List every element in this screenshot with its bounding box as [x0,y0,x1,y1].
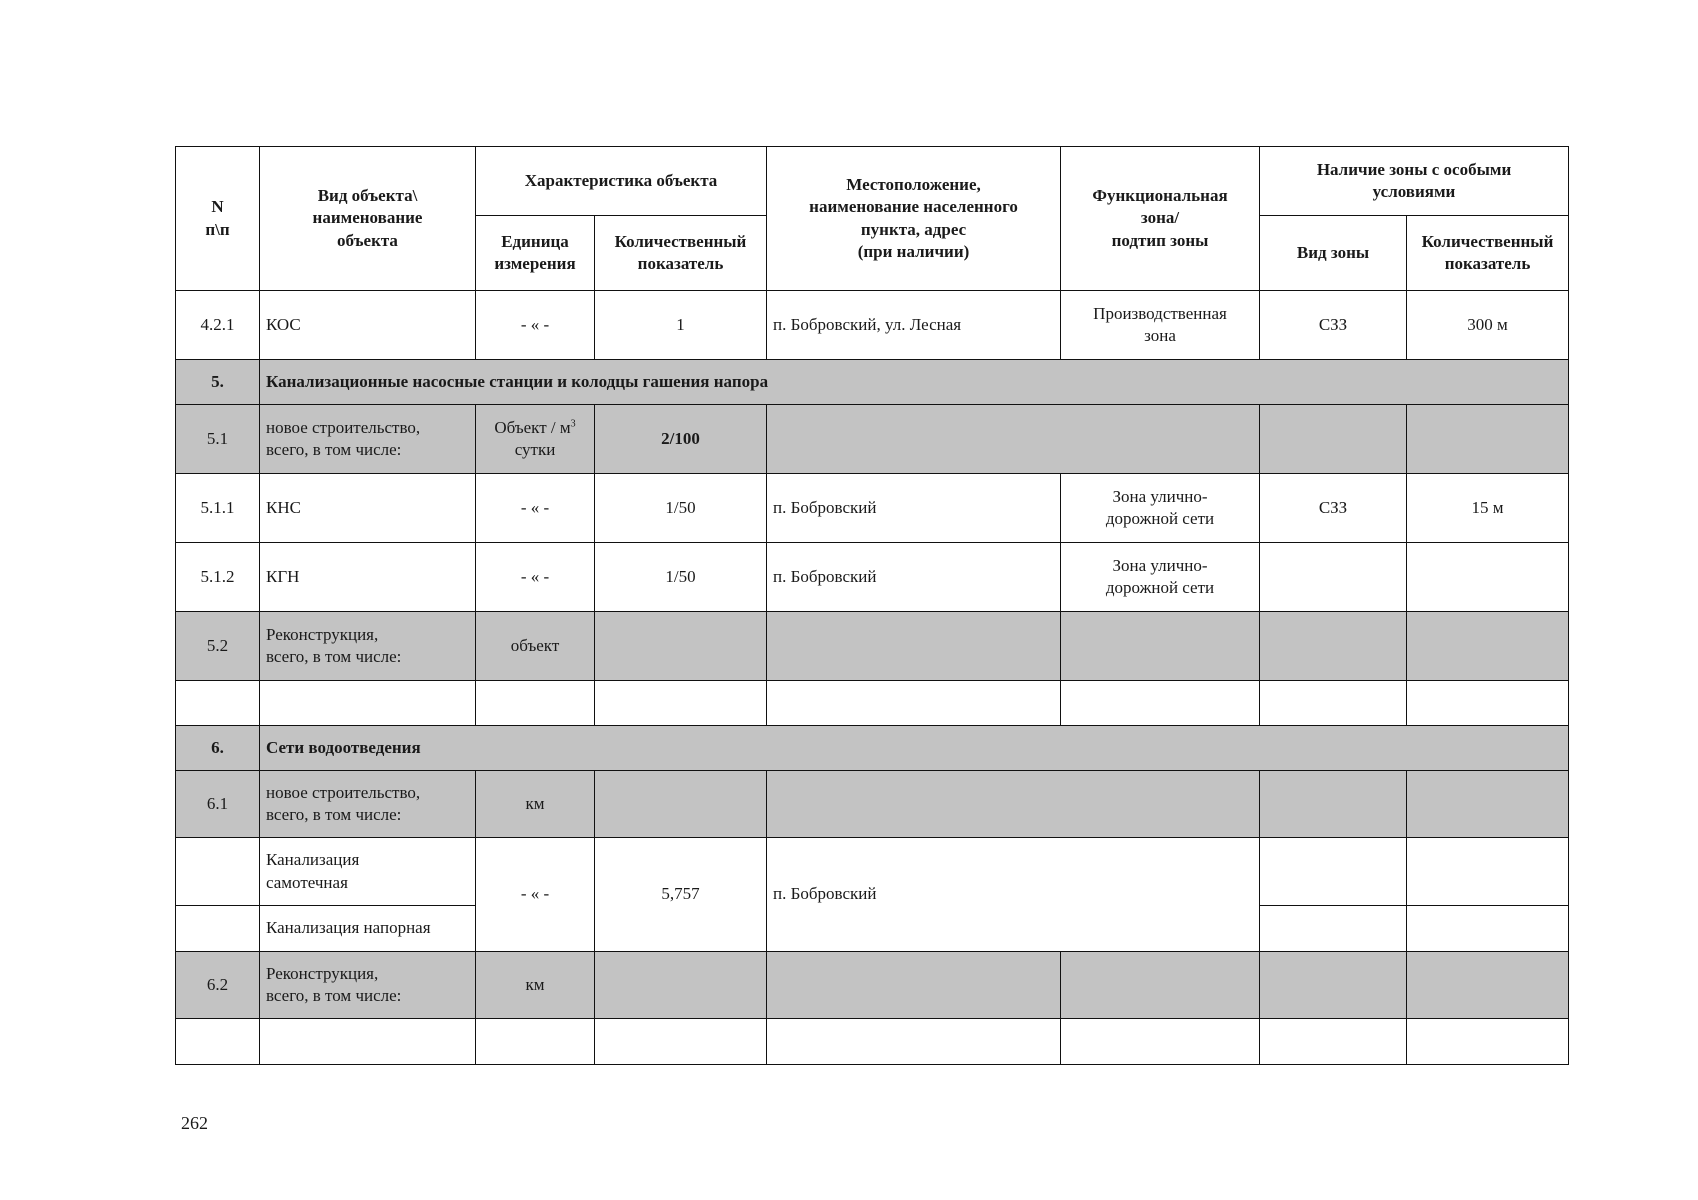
page-number: 262 [181,1113,208,1133]
row-location [767,952,1061,1019]
row-zone-qty: 300 м [1407,291,1569,360]
table-row [176,952,1569,1019]
row-unit: - « - [476,291,595,360]
row-unit: - « - [476,543,595,612]
row-unit: км [476,952,595,1019]
row-name: новое строительство, всего, в том числе: [260,771,476,838]
row-zone-qty [1407,838,1569,906]
header-quantity: Количественный показатель [595,216,767,291]
row-zone-qty [1407,405,1569,474]
section-title: Сети водоотведения [260,726,1569,771]
row-num: 4.2.1 [176,291,260,360]
table-row [176,771,1569,838]
row-location: п. Бобровский [767,543,1061,612]
row-name: Канализация самотечная [260,838,476,906]
facilities-table [175,146,1569,1065]
row-qty: 1/50 [595,474,767,543]
row-name: Канализация напорная [260,906,476,952]
row-zone-qty: 15 м [1407,474,1569,543]
row-qty [595,771,767,838]
row-num: 6.2 [176,952,260,1019]
row-zone-type [1260,612,1407,681]
row-unit: - « - [476,838,595,952]
row-zone: Производственная зона [1061,291,1260,360]
section-row [176,726,1569,771]
row-qty [595,952,767,1019]
row-zone-qty [1407,906,1569,952]
row-location: п. Бобровский [767,474,1061,543]
header-zone-type: Вид зоны [1260,216,1407,291]
header-num: N п\п [176,147,260,291]
table-row [176,612,1569,681]
row-num: 5.1 [176,405,260,474]
row-zone: Зона улично- дорожной сети [1061,543,1260,612]
row-num: 5.1.1 [176,474,260,543]
row-num [176,906,260,952]
table-row [176,838,1569,906]
header-functional-zone: Функциональная зона/ подтип зоны [1061,147,1260,291]
row-zone-qty [1407,771,1569,838]
row-name: КГН [260,543,476,612]
row-qty: 1/50 [595,543,767,612]
empty-row [176,681,1569,726]
table-row [176,291,1569,360]
row-zone-qty [1407,543,1569,612]
section-num: 6. [176,726,260,771]
row-num: 5.1.2 [176,543,260,612]
row-num [176,838,260,906]
row-zone-type [1260,838,1407,906]
row-unit: - « - [476,474,595,543]
row-name: новое строительство, всего, в том числе: [260,405,476,474]
row-name: КОС [260,291,476,360]
row-unit: Объект / $м^3$ сутки [476,405,595,474]
row-zone-qty [1407,952,1569,1019]
header-zone-quantity: Количественный показатель [1407,216,1569,291]
row-zone-type [1260,405,1407,474]
row-zone-type [1260,906,1407,952]
section-title: Канализационные насосные станции и колодцы гашения напора [260,360,1569,405]
row-location [767,405,1260,474]
header-characteristics: Характеристика объекта [476,147,767,216]
row-zone: Зона улично- дорожной сети [1061,474,1260,543]
row-qty: 5,757 [595,838,767,952]
row-location [767,771,1260,838]
row-zone-qty [1407,612,1569,681]
row-zone-type [1260,543,1407,612]
row-num: 6.1 [176,771,260,838]
row-name: Реконструкция, всего, в том числе: [260,952,476,1019]
row-qty [595,612,767,681]
table-row [176,543,1569,612]
section-num: 5. [176,360,260,405]
table-row [176,405,1569,474]
row-qty: 2/100 [595,405,767,474]
empty-row [176,1019,1569,1065]
row-unit: объект [476,612,595,681]
row-name: Реконструкция, всего, в том числе: [260,612,476,681]
header-unit: Единица измерения [476,216,595,291]
table-row [176,474,1569,543]
row-zone [1061,612,1260,681]
header-special-zone: Наличие зоны с особыми условиями [1260,147,1569,216]
header-location: Местоположение, наименование населенного пункта, адрес (при наличии) [767,147,1061,291]
row-unit: км [476,771,595,838]
row-location: п. Бобровский [767,838,1260,952]
row-zone-type: СЗЗ [1260,291,1407,360]
row-zone-type [1260,952,1407,1019]
row-location: п. Бобровский, ул. Лесная [767,291,1061,360]
row-zone [1061,952,1260,1019]
header-object-type: Вид объекта\ наименование объекта [260,147,476,291]
row-zone-type: СЗЗ [1260,474,1407,543]
row-name: КНС [260,474,476,543]
row-location [767,612,1061,681]
row-zone-type [1260,771,1407,838]
row-num: 5.2 [176,612,260,681]
section-row [176,360,1569,405]
row-qty: 1 [595,291,767,360]
